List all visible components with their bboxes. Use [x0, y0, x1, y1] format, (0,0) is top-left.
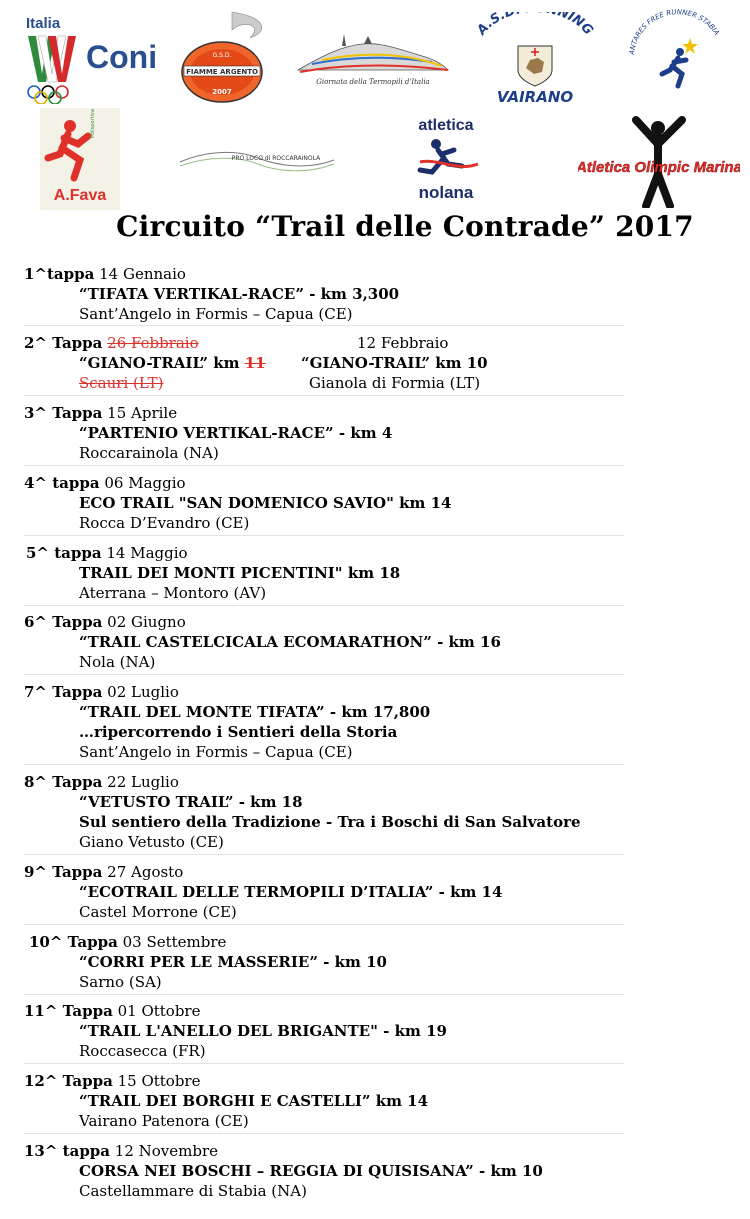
stage-label: 7^ Tappa — [24, 683, 103, 701]
divider — [24, 674, 624, 675]
afava-runner-icon — [40, 108, 120, 210]
victory-runner-icon — [578, 114, 740, 208]
race-name: “PARTENIO VERTIKAL-RACE” - km 4 — [79, 424, 393, 442]
stage-date: 15 Aprile — [107, 404, 178, 422]
stage-label: 9^ Tappa — [24, 863, 103, 881]
stage-date: 02 Giugno — [107, 613, 186, 631]
stage-header — [24, 473, 744, 493]
divider — [24, 924, 624, 925]
flame-badge-icon — [172, 10, 276, 104]
divider — [24, 994, 624, 995]
race-name: “TIFATA VERTIKAL-RACE” - km 3,300 — [79, 285, 400, 303]
stage-date-cancelled: 26 Febbraio — [107, 334, 199, 352]
race-km-cancelled: 11 — [244, 354, 266, 372]
stage-header — [24, 772, 744, 792]
stage-label: 3^ Tappa — [24, 404, 103, 422]
logo-banner — [0, 0, 750, 210]
page-title: Circuito “Trail delle Contrade” 2017 — [116, 210, 694, 243]
race-location: Castellammare di Stabia (NA) — [79, 1182, 307, 1200]
race-location: Sant’Angelo in Formis – Capua (CE) — [79, 743, 353, 761]
race-name-new: “GIANO-TRAIL” km 10 — [301, 354, 488, 372]
svg-text:G.S.D.: G.S.D. — [212, 52, 232, 59]
stage-header — [24, 1071, 744, 1091]
coni-logo — [24, 12, 164, 104]
race-location: Castel Morrone (CE) — [79, 903, 237, 921]
asd-running-vairano-logo — [468, 12, 602, 106]
svg-text:A.S.D. RUNNING: A.S.D NING — [474, 12, 596, 39]
race-location-new: Gianola di Formia (LT) — [309, 374, 481, 392]
race-location: Aterrana – Montoro (AV) — [79, 584, 267, 602]
divider — [24, 854, 624, 855]
stage-header — [26, 543, 746, 563]
fiamme-argento-logo — [172, 10, 276, 104]
hill-town-icon — [292, 26, 454, 88]
svg-text:A.Fava: A.Fava — [53, 187, 107, 204]
race-name: “TRAIL DEI BORGHI E CASTELLI” km 14 — [79, 1092, 429, 1110]
stage-date: 27 Agosto — [107, 863, 184, 881]
stage-1 — [24, 264, 744, 324]
svg-text:FIAMME ARGENTO: FIAMME ARGENTO — [186, 68, 258, 76]
svg-text:ANTARES FREE RUNNER STABIA: ANTARES FREE RUNNER STABIA — [628, 8, 721, 56]
stage-3 — [24, 403, 744, 463]
nolana-runner-icon — [398, 114, 494, 202]
stage-label: 1^tappa — [24, 265, 95, 283]
race-name: “TRAIL DEL MONTE TIFATA” - km 17,800 — [79, 703, 431, 721]
svg-text:nolana: nolana — [418, 183, 474, 202]
stage-13 — [24, 1141, 744, 1201]
race-name-cancelled: “GIANO-TRAIL” km 11 — [79, 354, 266, 372]
divider — [24, 395, 624, 396]
stage-date: 15 Ottobre — [117, 1072, 201, 1090]
divider — [24, 325, 624, 326]
race-name: “TRAIL CASTELCICALA ECOMARATHON” - km 16 — [79, 633, 501, 651]
coni-top-text: Italia — [26, 15, 61, 32]
stage-4 — [24, 473, 744, 533]
divider — [24, 535, 624, 536]
race-location: Nola (NA) — [79, 653, 156, 671]
stage-header — [24, 264, 744, 284]
stage-5 — [26, 543, 746, 603]
stage-label: 11^ Tappa — [24, 1002, 113, 1020]
stage-header — [24, 862, 744, 882]
race-location: Roccasecca (FR) — [79, 1042, 206, 1060]
stage-6 — [24, 612, 744, 672]
stage-header — [24, 682, 744, 702]
stage-label: 13^ tappa — [24, 1142, 111, 1160]
stage-label: 5^ tappa — [26, 544, 102, 562]
stage-date-new: 12 Febbraio — [357, 334, 449, 352]
race-location: Roccarainola (NA) — [79, 444, 219, 462]
divider — [24, 764, 624, 765]
atletica-nolana-logo — [398, 114, 494, 202]
runner-star-icon — [626, 8, 726, 98]
stage-date: 14 Maggio — [106, 544, 188, 562]
divider — [24, 605, 624, 606]
race-name: “VETUSTO TRAIL” - km 18 — [79, 793, 303, 811]
race-name: “CORRI PER LE MASSERIE” - km 10 — [79, 953, 387, 971]
stage-label: 12^ Tappa — [24, 1072, 113, 1090]
stage-7 — [24, 682, 744, 762]
divider — [24, 1133, 624, 1134]
race-subtitle: Sul sentiero della Tradizione - Tra i Boschi di San Salvatore — [79, 813, 581, 831]
race-name: CORSA NEI BOSCHI – REGGIA DI QUISISANA” - km 10 — [79, 1162, 543, 1180]
race-location: Sarno (SA) — [79, 973, 162, 991]
giornata-termopili-logo — [292, 26, 454, 88]
stage-header — [24, 1141, 744, 1161]
stage-label: 10^ Tappa — [29, 933, 118, 951]
coni-name-text: Coni — [86, 39, 158, 75]
stage-header — [24, 1001, 744, 1021]
stage-11 — [24, 1001, 744, 1061]
svg-text:Atletica Olimpic Marina: Atletica Olimpic Marina — [578, 159, 740, 176]
race-name: ECO TRAIL "SAN DOMENICO SAVIO" km 14 — [79, 494, 452, 512]
svg-text:atletica: atletica — [418, 117, 474, 134]
race-name: “ECOTRAIL DELLE TERMOPILI D’ITALIA” - km 14 — [79, 883, 503, 901]
afava-logo — [40, 108, 120, 210]
stage-date: 14 Gennaio — [99, 265, 186, 283]
race-location: Vairano Patenora (CE) — [79, 1112, 249, 1130]
stage-date: 12 Novembre — [114, 1142, 219, 1160]
divider — [24, 465, 624, 466]
divider — [24, 1063, 624, 1064]
atletica-olimpic-marina-logo — [578, 114, 740, 208]
wolf-shield-icon — [468, 12, 602, 106]
stage-header — [24, 612, 744, 632]
svg-text:VAIRANO: VAIRANO — [496, 88, 574, 106]
race-location-cancelled: Scauri (LT) — [79, 374, 164, 392]
stage-header — [29, 932, 749, 952]
stage-date: 01 Ottobre — [117, 1002, 201, 1020]
stage-label: 6^ Tappa — [24, 613, 103, 631]
race-name: TRAIL DEI MONTI PICENTINI" km 18 — [79, 564, 401, 582]
stage-date: 03 Settembre — [122, 933, 227, 951]
stage-10 — [29, 932, 749, 992]
pro-loco-wave-icon — [178, 144, 338, 180]
race-name: “TRAIL L'ANELLO DEL BRIGANTE" - km 19 — [79, 1022, 447, 1040]
stage-label: 4^ tappa — [24, 474, 100, 492]
stage-header — [24, 403, 744, 423]
race-subtitle: …ripercorrendo i Sentieri della Storia — [79, 723, 398, 741]
race-location: Rocca D’Evandro (CE) — [79, 514, 250, 532]
stage-12 — [24, 1071, 744, 1131]
svg-text:Giornata della Termopili d'Ita: Giornata della Termopili d'Italia — [316, 78, 430, 86]
svg-text:Polisportiva Caserta: Polisportiva Caserta — [90, 108, 96, 138]
stage-label: 2^ Tappa — [24, 334, 103, 352]
race-location: Sant’Angelo in Formis – Capua (CE) — [79, 305, 353, 323]
antares-free-runner-logo — [626, 8, 726, 98]
race-location: Giano Vetusto (CE) — [79, 833, 224, 851]
stage-date: 02 Luglio — [107, 683, 179, 701]
coni-emblem-icon — [24, 12, 164, 104]
stage-2 — [24, 333, 744, 393]
stage-label: 8^ Tappa — [24, 773, 103, 791]
pro-loco-roccarainola-logo — [178, 144, 338, 180]
stage-9 — [24, 862, 744, 922]
svg-text:PRO LOCO di ROCCARAINOLA: PRO LOCO di ROCCARAINOLA — [231, 155, 321, 162]
stage-date: 06 Maggio — [104, 474, 186, 492]
stage-header — [24, 333, 744, 353]
stage-8 — [24, 772, 744, 852]
stage-date: 22 Luglio — [107, 773, 179, 791]
svg-text:2007: 2007 — [212, 88, 232, 96]
